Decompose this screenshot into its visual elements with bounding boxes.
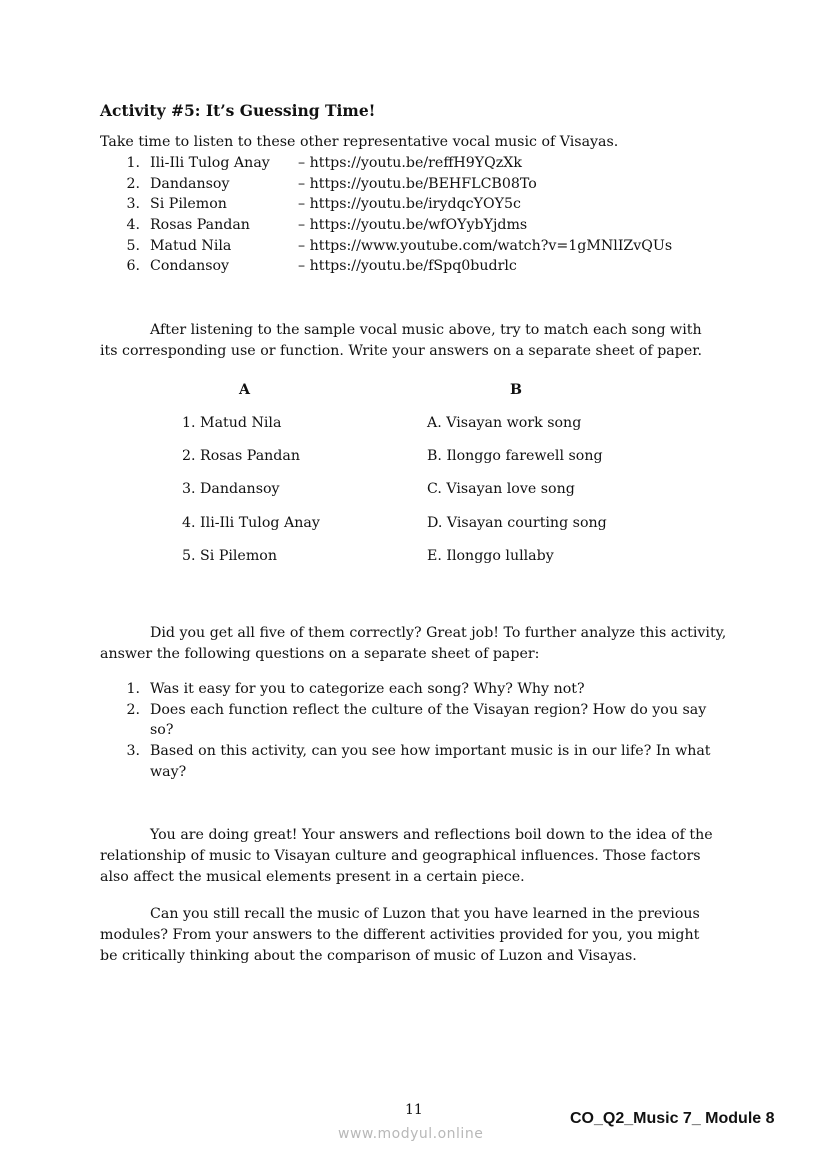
closing-paragraph-1 <box>100 825 728 887</box>
song-name: Si Pilemon <box>150 196 227 212</box>
song-name: Condansoy <box>150 258 230 274</box>
question-text: Was it easy for you to categorize each song? Why? Why not? <box>150 681 585 697</box>
paragraph-line: relationship of music to Visayan culture and geographical influences. Those factors <box>100 847 701 864</box>
followup-paragraph <box>100 623 728 665</box>
song-number: 2. <box>126 176 140 192</box>
match-item-b: B. Ilonggo farewell song <box>427 448 603 464</box>
column-a-header: A <box>239 382 251 398</box>
paragraph-line: After listening to the sample vocal music above, try to match each song with <box>150 322 702 338</box>
song-name: Ili-Ili Tulog Anay <box>150 155 270 171</box>
question-text: way? <box>150 764 187 780</box>
paragraph-line: modules? From your answers to the different activities provided for you, you might <box>100 926 700 943</box>
question-text: so? <box>150 722 174 738</box>
song-number: 4. <box>126 217 140 233</box>
song-link[interactable]: – https://youtu.be/reffH9YQzXk <box>298 155 522 171</box>
song-number: 6. <box>126 258 140 274</box>
song-link[interactable]: – https://youtu.be/wfOYybYjdms <box>298 217 528 233</box>
song-number: 3. <box>126 196 140 212</box>
instruction-paragraph <box>100 320 728 362</box>
match-item-b: D. Visayan courting song <box>427 515 607 531</box>
match-item-b: A. Visayan work song <box>427 415 582 431</box>
column-b-header: B <box>510 382 522 398</box>
song-name: Matud Nila <box>150 238 232 254</box>
song-link[interactable]: – https://youtu.be/irydqcYOY5c <box>298 196 521 212</box>
match-item-b: E. Ilonggo lullaby <box>427 548 554 564</box>
page-number: 11 <box>405 1102 423 1118</box>
paragraph-line: You are doing great! Your answers and reflections boil down to the idea of the <box>150 827 713 843</box>
question-number: 3. <box>126 743 140 759</box>
song-number: 5. <box>126 238 140 254</box>
module-code: CO_Q2_Music 7_ Module 8 <box>570 1110 775 1127</box>
watermark: www.modyul.online <box>338 1126 484 1142</box>
question-text: Based on this activity, can you see how important music is in our life? In what <box>150 743 711 759</box>
song-name: Rosas Pandan <box>150 217 250 233</box>
match-item-a: 5. Si Pilemon <box>182 548 277 564</box>
activity-title: Activity #5: It’s Guessing Time! <box>100 101 376 120</box>
match-item-a: 2. Rosas Pandan <box>182 448 300 464</box>
paragraph-line: answer the following questions on a separate sheet of paper: <box>100 645 540 662</box>
closing-paragraph-2 <box>100 904 728 966</box>
paragraph-line: also affect the musical elements present in a certain piece. <box>100 868 525 885</box>
match-item-a: 1. Matud Nila <box>182 415 282 431</box>
song-link[interactable]: – https://www.youtube.com/watch?v=1gMNlIZvQUs <box>298 238 673 254</box>
match-item-a: 4. Ili-Ili Tulog Anay <box>182 515 320 531</box>
paragraph-line: be critically thinking about the comparison of music of Luzon and Visayas. <box>100 947 637 964</box>
match-item-b: C. Visayan love song <box>427 481 575 497</box>
paragraph-line: Did you get all five of them correctly? Great job! To further analyze this activity, <box>150 625 727 641</box>
activity-intro: Take time to listen to these other representative vocal music of Visayas. <box>100 134 619 150</box>
question-text: Does each function reflect the culture of the Visayan region? How do you say <box>150 702 707 718</box>
song-link[interactable]: – https://youtu.be/fSpq0budrlc <box>298 258 517 274</box>
song-link[interactable]: – https://youtu.be/BEHFLCB08To <box>298 176 537 192</box>
song-name: Dandansoy <box>150 176 230 192</box>
paragraph-line: its corresponding use or function. Write your answers on a separate sheet of paper. <box>100 342 702 359</box>
song-number: 1. <box>126 155 140 171</box>
question-number: 2. <box>126 702 140 718</box>
paragraph-line: Can you still recall the music of Luzon that you have learned in the previous <box>150 906 700 922</box>
question-number: 1. <box>126 681 140 697</box>
match-item-a: 3. Dandansoy <box>182 481 280 497</box>
